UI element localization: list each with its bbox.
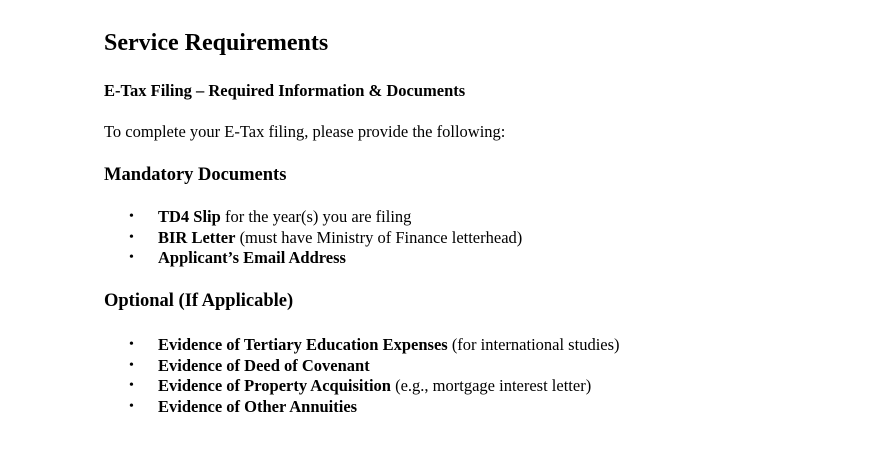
item-detail: (for international studies): [447, 335, 620, 354]
bullet-icon: •: [129, 337, 134, 352]
page-subtitle: E-Tax Filing – Required Information & Documents: [104, 81, 466, 100]
list-item: [104, 376, 620, 397]
item-detail: for the year(s) you are filing: [220, 207, 412, 226]
list-item: [104, 356, 620, 377]
item-title: BIR Letter: [158, 227, 236, 247]
mandatory-documents-list: [104, 207, 522, 269]
bullet-icon: •: [129, 229, 134, 245]
list-item: [104, 397, 620, 418]
page-title: Service Requirements: [104, 30, 329, 56]
mandatory-documents-heading: Mandatory Documents: [104, 165, 287, 185]
item-title: Evidence of Deed of Covenant: [158, 355, 370, 375]
intro-text: To complete your E-Tax filing, please provide the following:: [104, 122, 506, 141]
bullet-icon: •: [129, 209, 134, 224]
item-title: Evidence of Tertiary Education Expenses: [158, 335, 448, 354]
bullet-icon: •: [129, 250, 134, 266]
item-title: TD4 Slip: [158, 207, 221, 226]
list-item: [104, 207, 522, 228]
bullet-icon: •: [129, 399, 134, 415]
item-title: Applicant’s Email Address: [158, 248, 346, 268]
optional-documents-heading: Optional (If Applicable): [104, 291, 294, 311]
item-detail: (e.g., mortgage interest letter): [390, 376, 592, 396]
optional-documents-list: [104, 335, 620, 418]
bullet-icon: •: [129, 378, 134, 394]
list-item: [104, 248, 522, 269]
list-item: [104, 335, 620, 356]
bullet-icon: •: [129, 357, 134, 373]
item-title: Evidence of Property Acquisition: [158, 376, 391, 396]
item-title: Evidence of Other Annuities: [158, 397, 358, 417]
list-item: [104, 228, 522, 249]
item-detail: (must have Ministry of Finance letterhead): [235, 227, 523, 247]
